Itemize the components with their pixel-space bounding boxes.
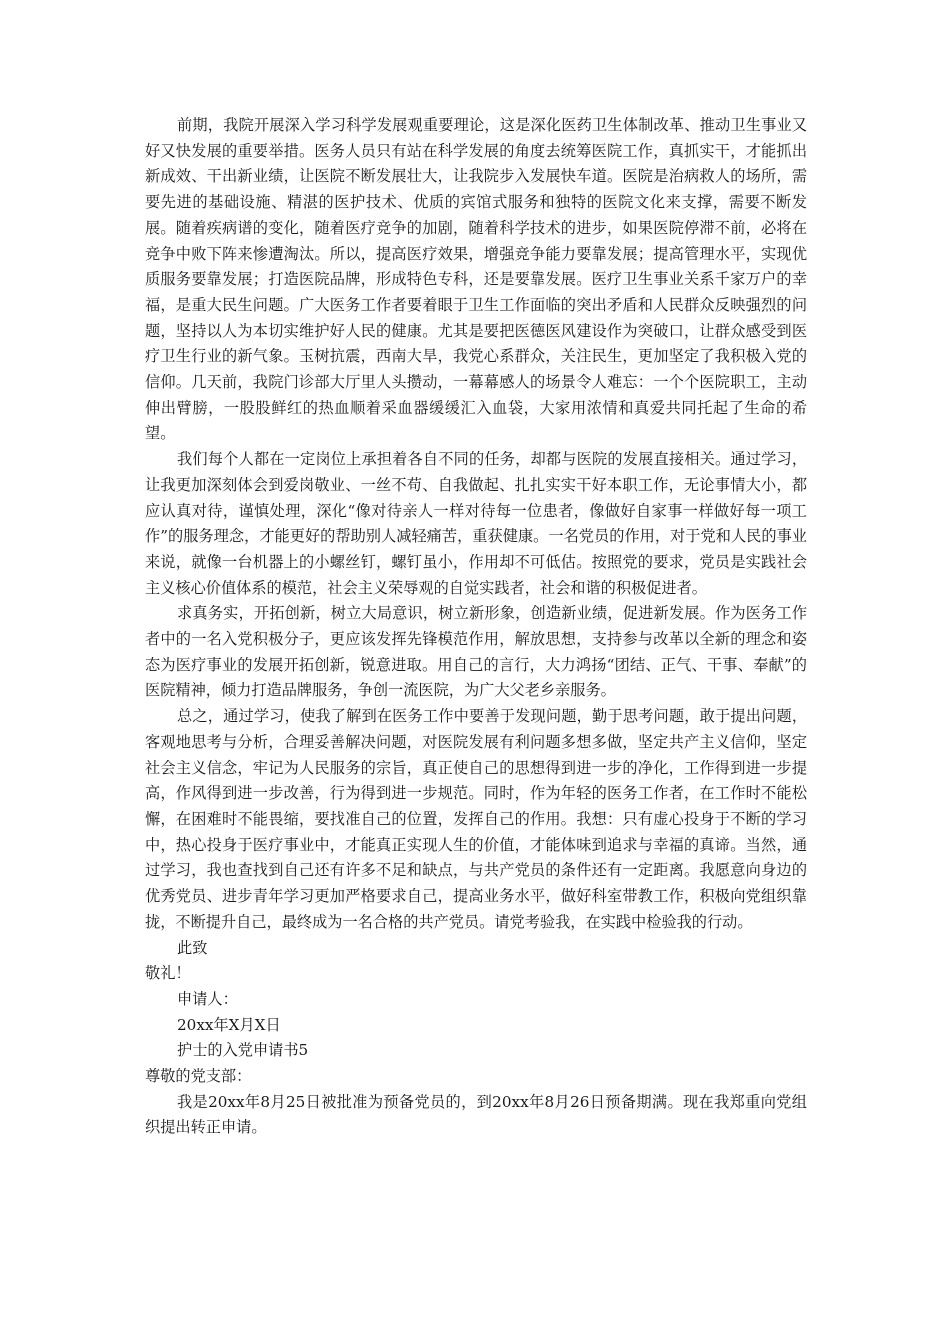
salutation: 尊敬的党支部： <box>145 1067 252 1086</box>
next-section-title: 护士的入党申请书5 <box>177 1041 309 1060</box>
next-section-paragraph: 我是20xx年8月25日被批准为预备党员的，到20xx年8月26日预备期满。现在我郑重向党组织提出转正申请。 <box>145 1092 807 1137</box>
body-paragraph-2: 我们每个人都在一定岗位上承担着各自不同的任务，却都与医院的发展直接相关。通过学习，让我更加深刻体会到爱岗敬业、一丝不苟、自我做起、扎扎实实干好本职工作，无论事情大小，都应认真对待，谨慎处理，深化“像对待亲人一样对待每一位患者，像做好自家事一样做好每一项工作”的服务理念，才能更好的帮助别人减轻痛苦，重获健康。一名党员的作用，对于党和人民的事业来说，就像一台机器上的小螺丝钉，螺钉虽小，作用却不可低估。按照党的要求，党员是实践社会主义核心价值体系的模范，社会主义荣辱观的自觉实践者，社会和谐的积极促进者。 <box>145 450 807 597</box>
closing-jingli: 敬礼！ <box>145 964 191 983</box>
body-paragraph-4: 总之，通过学习，使我了解到在医务工作中要善于发现问题，勤于思考问题，敢于提出问题，客观地思考与分析，合理妥善解决问题，对医院发展有利问题多想多做，坚定共产主义信仰，坚定社会主义信念，牢记为人民服务的宗旨，真正使自己的思想得到进一步的净化，工作得到进一步提高，作风得到进一步改善，行为得到进一步规范。同时，作为年轻的医务工作者，在工作时不能松懈，在困难时不能畏缩，要找准自己的位置，发挥自己的作用。我想：只有虚心投身于不断的学习中，热心投身于医疗事业中，才能真正实现人生的价值，才能体味到追求与幸福的真谛。当然，通过学习，我也查找到自己还有许多不足和缺点，与共产党员的条件还有一定距离。我愿意向身边的优秀党员、进步青年学习更加严格要求自己，提高业务水平，做好科室带教工作，积极向党组织靠拢，不断提升自己，最终成为一名合格的共产党员。请党考验我，在实践中检验我的行动。 <box>145 707 807 931</box>
document-page <box>145 113 807 1141</box>
applicant-label: 申请人： <box>177 989 238 1008</box>
body-paragraph-3: 求真务实，开拓创新，树立大局意识，树立新形象，创造新业绩，促进新发展。作为医务工作者中的一名入党积极分子，更应该发挥先锋模范作用，解放思想，支持参与改革以全新的理念和姿态为医疗事业的发展开拓创新，锐意进取。用自己的言行，大力鸿扬“团结、正气、干事、奉献”的医院精神，倾力打造品牌服务，争创一流医院，为广大父老乡亲服务。 <box>145 604 807 700</box>
closing-cizhi: 此致 <box>177 938 208 957</box>
application-date: 20xx年X月X日 <box>177 1015 281 1034</box>
body-paragraph-1: 前期，我院开展深入学习科学发展观重要理论，这是深化医药卫生体制改革、推动卫生事业又好又快发展的重要举措。医务人员只有站在科学发展的角度去统筹医院工作，真抓实干，才能抓出新成效、干出新业绩，让医院不断发展壮大，让我院步入发展快车道。医院是治病救人的场所，需要先进的基础设施、精湛的医护技术、优质的宾馆式服务和独特的医院文化来支撑，需要不断发展。随着疾病谱的变化，随着医疗竞争的加剧，随着科学技术的进步，如果医院停滞不前，必将在竞争中败下阵来惨遭淘汰。所以，提高医疗效果，增强竞争能力要靠发展；提高管理水平，实现优质服务要靠发展；打造医院品牌，形成特色专科，还是要靠发展。医疗卫生事业关系千家万户的幸福，是重大民生问题。广大医务工作者要着眼于卫生工作面临的突出矛盾和人民群众反映强烈的问题，坚持以人为本切实维护好人民的健康。尤其是要把医德医风建设作为突破口，让群众感受到医疗卫生行业的新气象。玉树抗震，西南大旱，我党心系群众，关注民生，更加坚定了我积极入党的信仰。几天前，我院门诊部大厅里人头攒动，一幕幕感人的场景令人难忘：一个个医院职工，主动伸出臂膀，一股股鲜红的热血顺着采血器缓缓汇入血袋，大家用浓情和真爱共同托起了生命的希望。 <box>145 116 807 443</box>
